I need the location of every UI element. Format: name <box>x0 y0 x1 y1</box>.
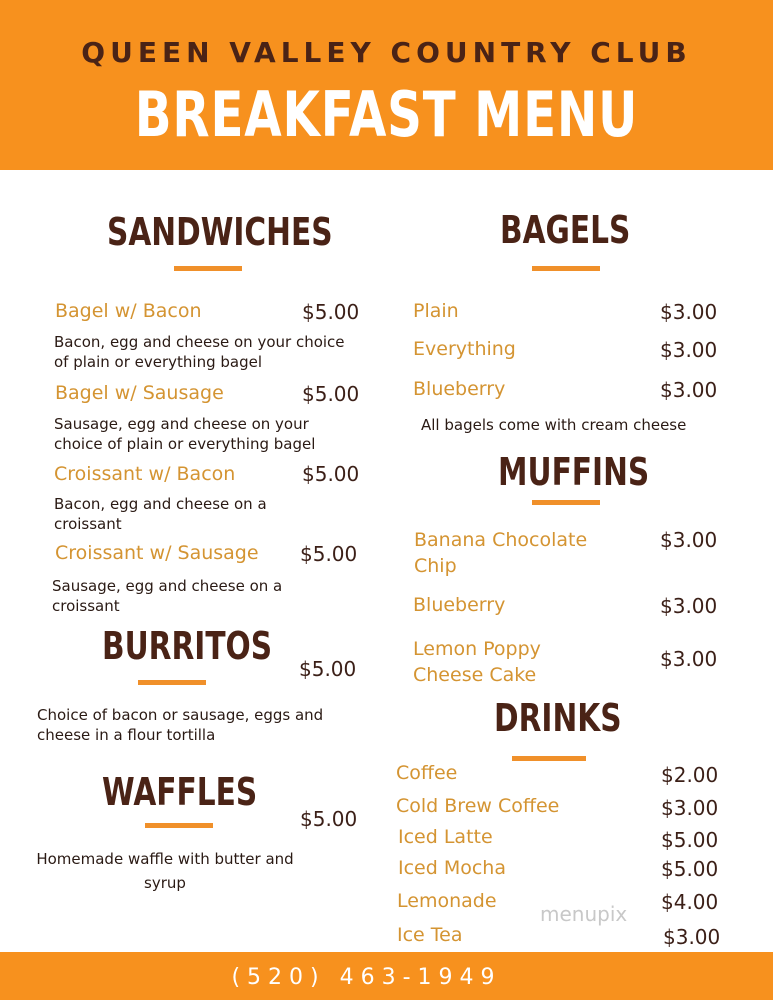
menu-item-name: Cold Brew Coffee <box>396 795 560 817</box>
section-title-drinks: DRINKS <box>494 696 622 740</box>
section-divider <box>532 266 600 271</box>
section-divider <box>145 823 213 828</box>
menu-item-price: $5.00 <box>300 807 358 831</box>
bagels-note: All bagels come with cream cheese <box>421 416 687 434</box>
section-divider <box>512 756 586 761</box>
menu-item-description: Sausage, egg and cheese on a croissant <box>52 577 283 615</box>
menu-item-description: Bacon, egg and cheese on a croissant <box>54 495 267 533</box>
section-divider <box>532 500 600 505</box>
menu-item-description: Sausage, egg and cheese on your choice of plain or everything bagel <box>54 415 316 453</box>
menu-item-price: $3.00 <box>660 338 718 362</box>
menu-item-price: $5.00 <box>299 657 357 681</box>
menu-item-price: $5.00 <box>302 382 360 406</box>
menu-item-name: Blueberry <box>413 594 506 616</box>
section-title-bagels: BAGELS <box>500 208 631 252</box>
menu-item-price: $5.00 <box>661 857 719 881</box>
menu-item-price: $3.00 <box>661 796 719 820</box>
section-title-sandwiches: SANDWICHES <box>107 210 333 254</box>
section-divider <box>174 266 242 271</box>
menu-item-name: Banana Chocolate Chip <box>414 529 588 577</box>
menu-item-price: $3.00 <box>660 528 718 552</box>
section-title-burritos: BURRITOS <box>102 624 273 668</box>
menu-item-price: $5.00 <box>300 542 358 566</box>
menu-item-name: Bagel w/ Sausage <box>55 382 224 404</box>
menu-item-price: $3.00 <box>663 925 721 949</box>
watermark-logo: menupix <box>540 902 628 926</box>
menu-item-name: Ice Tea <box>397 924 463 946</box>
section-title-muffins: MUFFINS <box>498 450 650 494</box>
menu-item-price: $5.00 <box>302 462 360 486</box>
menu-item-price: $5.00 <box>661 828 719 852</box>
menu-item-name: Coffee <box>396 762 458 784</box>
menu-item-name: Lemonade <box>397 890 497 912</box>
menu-item-price: $3.00 <box>660 300 718 324</box>
menu-item-price: $5.00 <box>302 300 360 324</box>
menu-item-name: Bagel w/ Bacon <box>55 300 202 322</box>
menu-title: BREAKFAST MENU <box>134 78 639 151</box>
menu-item-name: Plain <box>413 300 459 322</box>
menu-item-name: Croissant w/ Sausage <box>55 542 259 564</box>
menu-item-price: $3.00 <box>660 378 718 402</box>
menu-item-name: Lemon Poppy Cheese Cake <box>413 638 541 686</box>
phone-number: (520) 463-1949 <box>231 965 502 990</box>
menu-item-description: Choice of bacon or sausage, eggs and cheese in a flour tortilla <box>37 706 324 744</box>
menu-item-description: Homemade waffle with butter and syrup <box>36 850 294 892</box>
section-title-waffles: WAFFLES <box>102 770 258 814</box>
menu-item-name: Everything <box>413 338 516 360</box>
section-divider <box>138 680 206 685</box>
menu-item-name: Iced Mocha <box>398 857 506 879</box>
menu-item-name: Croissant w/ Bacon <box>54 463 236 485</box>
menu-item-price: $2.00 <box>661 763 719 787</box>
menu-item-price: $3.00 <box>660 647 718 671</box>
menu-item-price: $3.00 <box>660 594 718 618</box>
menu-item-price: $4.00 <box>661 890 719 914</box>
menu-item-name: Iced Latte <box>398 826 493 848</box>
menu-item-description: Bacon, egg and cheese on your choice of plain or everything bagel <box>54 333 345 371</box>
club-name: QUEEN VALLEY COUNTRY CLUB <box>81 36 692 69</box>
menu-item-name: Blueberry <box>413 378 506 400</box>
